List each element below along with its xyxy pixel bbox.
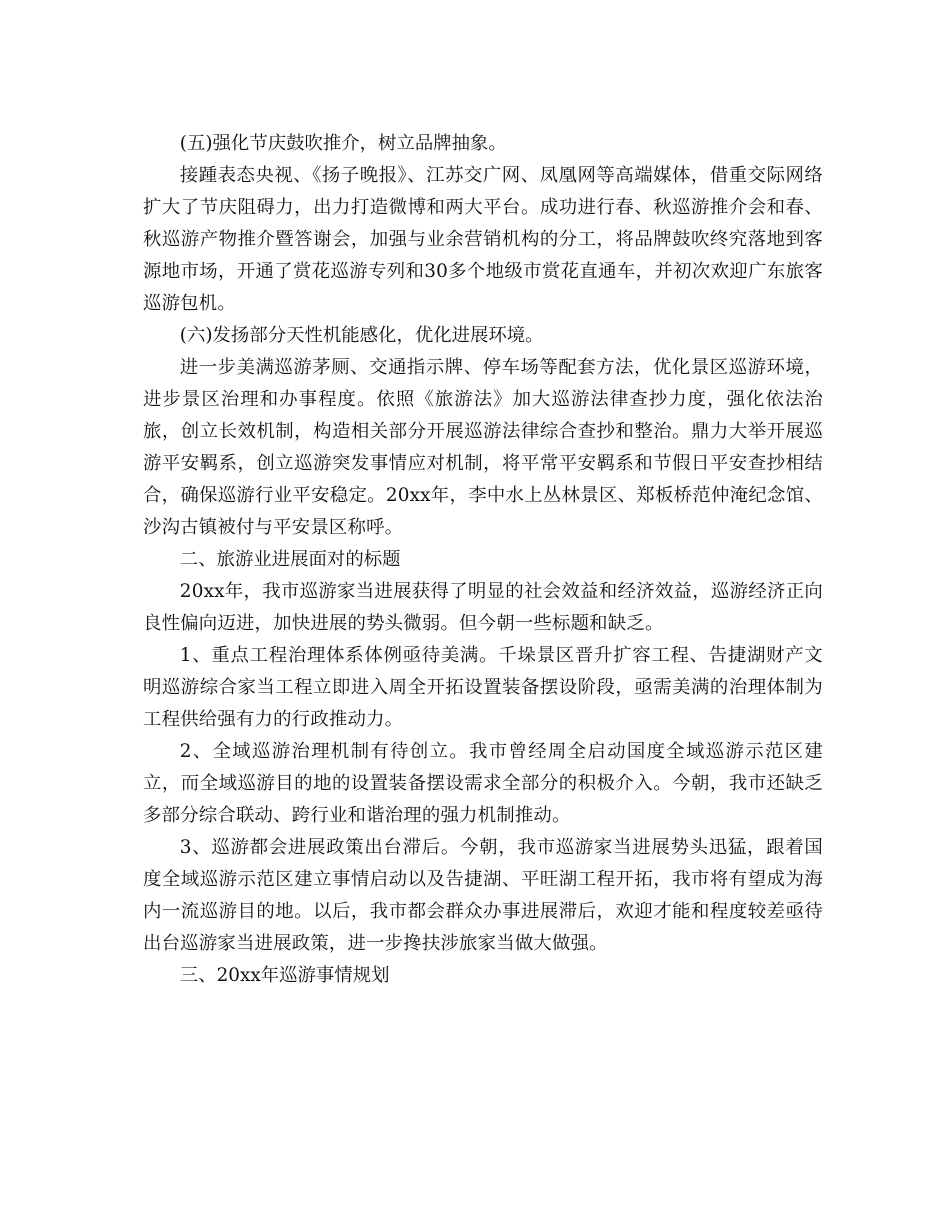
document-page bbox=[143, 128, 823, 992]
paragraph-environment: 进一步美满巡游茅厕、交通指示牌、停车场等配套方法，优化景区巡游环境，进步景区治理和办事程度。依照《旅游法》加大巡游法律查抄力度，强化依法治旅，创立长效机制，构造相关部分开展巡游法律综合查抄和整治。鼎力大举开展巡游平安羁系，创立巡游突发事情应对机制，将平常平安羁系和节假日平安查抄相结合，确保巡游行业平安稳定。20xx年，李中水上丛林景区、郑板桥范仲淹纪念馆、沙沟古镇被付与平安景区称呼。 bbox=[143, 357, 823, 538]
section-heading-3: 三、20xx年巡游事情规划 bbox=[179, 965, 390, 986]
section-heading-5: (五)强化节庆鼓吹推介，树立品牌抽象。 bbox=[179, 133, 507, 154]
paragraph-promotion: 接踵表态央视、《扬子晚报》、江苏交广网、凤凰网等高端媒体，借重交际网络扩大了节庆阻碍力，出力打造微博和两大平台。成功进行春、秋巡游推介会和春、秋巡游产物推介暨答谢会，加强与业余营销机构的分工，将品牌鼓吹终究落地到客源地市场，开通了赏花巡游专列和30多个地级市赏花直通车，并初次欢迎广东旅客巡游包机。 bbox=[143, 165, 823, 314]
paragraph-issue-2: 2、全域巡游治理机制有待创立。我市曾经周全启动国度全域巡游示范区建立，而全域巡游目的地的设置装备摆设需求全部分的积极介入。今朝，我市还缺乏多部分综合联动、跨行业和谐治理的强力机制推动。 bbox=[143, 741, 823, 826]
paragraph-issues-intro: 20xx年，我市巡游家当进展获得了明显的社会效益和经济效益，巡游经济正向良性偏向迈进，加快进展的势头微弱。但今朝一些标题和缺乏。 bbox=[143, 581, 823, 634]
section-heading-6: (六)发扬部分天性机能感化，优化进展环境。 bbox=[179, 325, 544, 346]
paragraph-issue-1: 1、重点工程治理体系体例亟待美满。千垛景区晋升扩容工程、告捷湖财产文明巡游综合家当工程立即进入周全开拓设置装备摆设阶段，亟需美满的治理体制为工程供给强有力的行政推动力。 bbox=[143, 645, 823, 730]
paragraph-issue-3: 3、巡游都会进展政策出台滞后。今朝，我市巡游家当进展势头迅猛，跟着国度全域巡游示范区建立事情启动以及告捷湖、平旺湖工程开拓，我市将有望成为海内一流巡游目的地。以后，我市都会群众办事进展滞后，欢迎才能和程度较差亟待出台巡游家当进展政策，进一步搀扶涉旅家当做大做强。 bbox=[143, 837, 823, 954]
section-heading-2: 二、旅游业进展面对的标题 bbox=[179, 549, 401, 570]
